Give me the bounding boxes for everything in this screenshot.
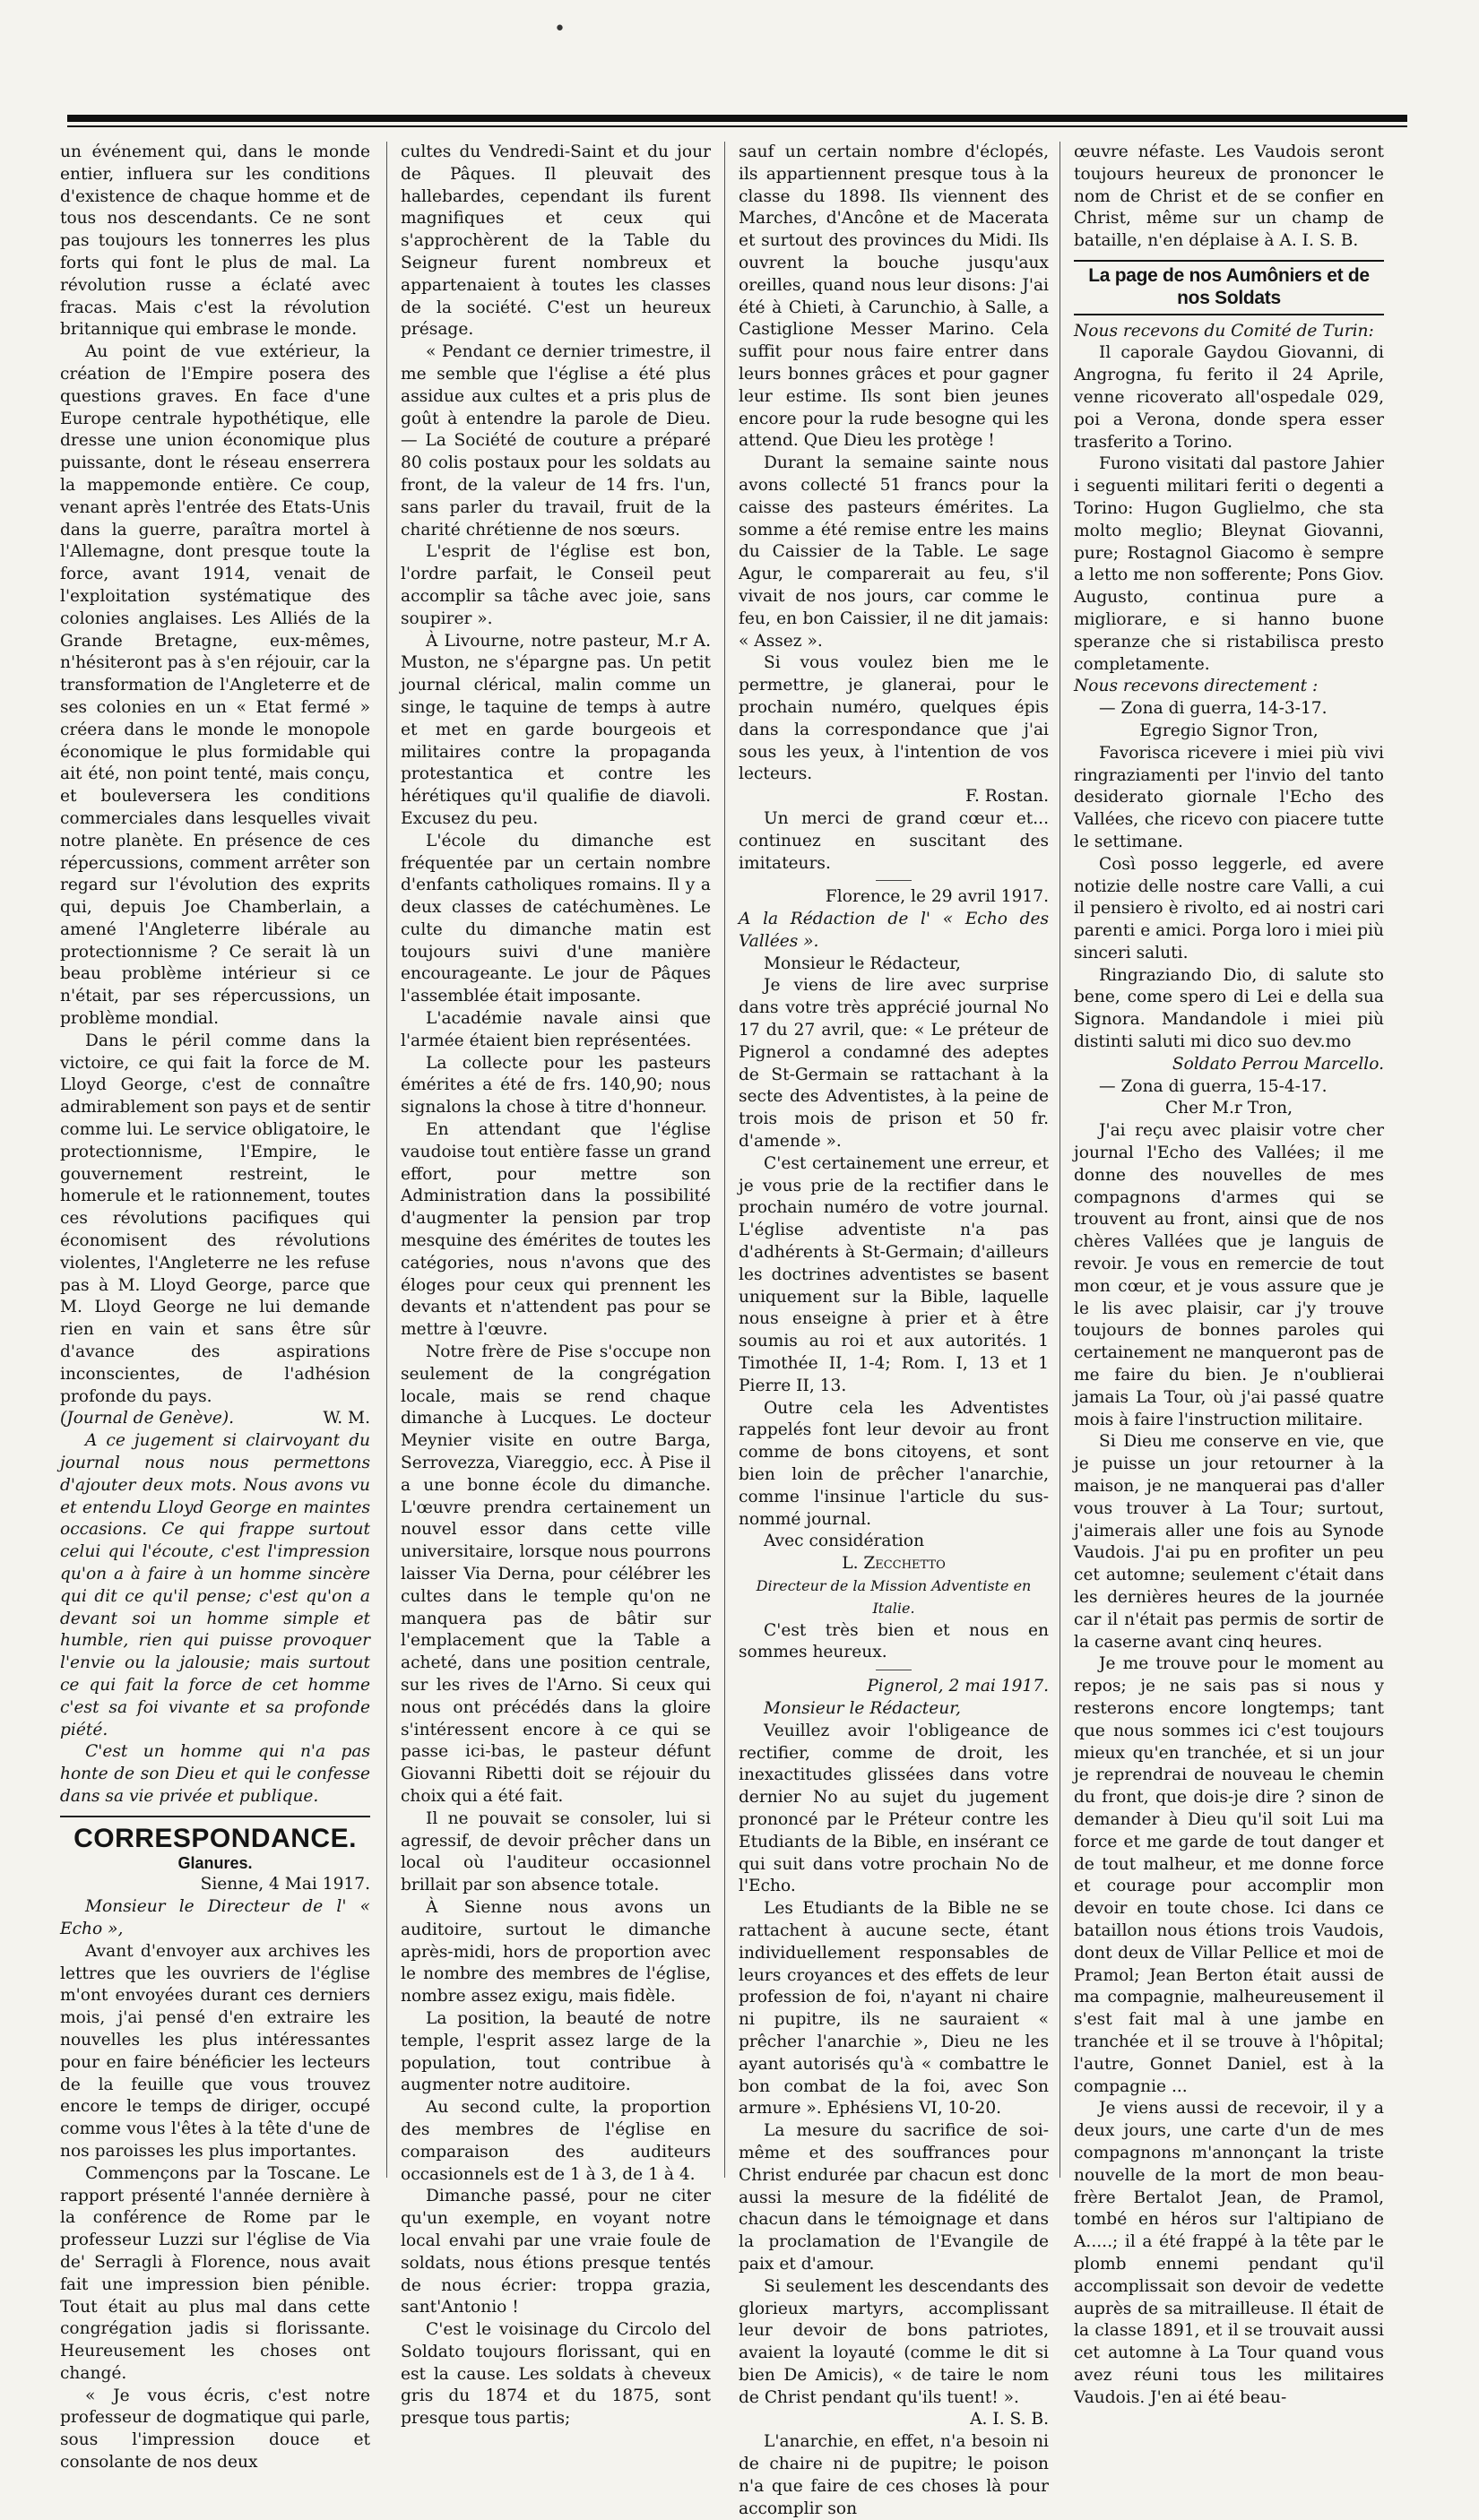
paragraph: « Pendant ce dernier trimestre, il me semble que l'église a été plus assidue aux cultes et a pris plus de goût à entendre la parole de Dieu. — La Société de couture a préparé 80 colis postaux pour les soldats au front, de la valeur de 14 frs. l'un, sans parler du travail, fruit de la charité chrétienne de nos sœurs. — [401, 342, 711, 539]
signature: L. Zecchetto — [842, 1554, 946, 1574]
paragraph: Durant la semaine sainte nous avons collecté 51 francs pour la caisse des pasteurs émérites. La somme a été remise entre les mains du Caissier de la Table. Le sage Agur, le comparerait au feu, s'il vivait de nos jours, car comme le feu, en bon Caissier, il ne dit jamais: « Assez ». — [739, 453, 1049, 651]
paragraph: Commençons par la Toscane. Le rapport présenté l'année dernière à la conférence de Rome par le professeur Luzzi sur l'église de Via de' Serragli à Florence, nous avait fait une impression bien pénible. Tout était au plus mal dans cette congrégation jadis si florissante. Heureusement les choses ont changé. — [60, 2163, 370, 2383]
paragraph: Il ne pouvait se consoler, lui si agressif, de devoir prêcher dans un local où l'auditeur occasionnel brillait par son absence totale. — [401, 1808, 711, 1895]
paragraph: Così posso leggerle, ed avere notizie delle nostre care Valli, a cui il pensiero è rivolto, ed ai nostri cari parenti e amici. Porga loro i miei più sinceri saluti. — [1074, 854, 1384, 962]
paragraph: L'école du dimanche est fréquentée par un certain nombre d'enfants catholiques romains. Il y a deux classes de catéchumènes. Le culte du dimanche matin est toujours suivi d'une manière encourageante. Le jour de Pâques l'assemblée était imposante. — [401, 831, 711, 1006]
column-divider — [386, 142, 387, 2178]
article-source: (Journal de Genève). — [60, 1409, 235, 1428]
paragraph: Un merci de grand cœur et... continuez en suscitant des imitateurs. — [739, 808, 1049, 873]
top-rule — [67, 115, 1407, 122]
paragraph: sauf un certain nombre d'éclopés, ils appartiennent presque tous à la classe du 1898. Ils viennent des Marches, d'Ancône et de Macerata et surtout des provinces du Midi. Ils ouvrent la bouche jusqu'aux oreilles, quand nous leur disons: J'ai été à Chieti, à Carunchio, à Salle, a Castiglione Messer Marino. Cela suffit pour nous faire entrer dans leurs bonnes grâces et pour gagner leur estime. Ils sont bien jeunes encore pour la rude besogne qui les attend. Que Dieu les protège ! — [739, 142, 1049, 451]
column-3 — [739, 142, 1049, 2518]
signature-title: Directeur de la Mission Adventiste en Italie. — [756, 1577, 1032, 1617]
subhead: Nous recevons directement : — [1074, 677, 1319, 696]
paragraph: Les Etudiants de la Bible ne se rattachent à aucune secte, étant individuellement responsables de leurs croyances et des effets de leur profession de foi, n'ayant ni chaire ni pupitre, ils ne sauraient « prêcher l'anarchie », Dieu ne les ayant autorisés qu'à « combattre le bon combat de la foi, avec Son armure ». Ephésiens VI, 10-20. — [739, 1899, 1049, 2119]
signature: F. Rostan. — [964, 787, 1049, 807]
paragraph: C'est le voisinage du Circolo del Soldato toujours florissant, qui en est la cause. Les soldats à cheveux gris du 1874 et du 1875, sont presque tous partis; — [401, 2320, 711, 2429]
paragraph: L'anarchie, en effet, n'a besoin ni de chaire ni de pupitre; le poison n'a que faire de ces choses là pour accomplir son — [739, 2432, 1049, 2518]
paragraph: En attendant que l'église vaudoise tout entière fasse un grand effort, pour mettre son Administration dans la possibilité d'augmenter la pension par trop mesquine des émérites de toutes les catégories, nous n'avons que des éloges pour ceux qui prennent les devants et n'attendent pas pour se mettre à l'œuvre. — [401, 1120, 711, 1340]
paragraph: L'académie navale ainsi que l'armée étaient bien représentées. — [401, 1009, 711, 1050]
paragraph: C'est très bien et nous en sommes heureux. — [739, 1620, 1049, 1662]
paragraph: C'est certainement une erreur, et je vous prie de la rectifier dans le prochain numéro de votre journal. L'église adventiste n'a pas d'adhérents à St-Germain; d'ailleurs les doctrines adventistes se basent uniquement sur la Bible, laquelle nous enseigne à prier et à être soumis au roi et aux autorités. 1 Timothée II, 1-4; Rom. I, 13 et 1 Pierre II, 13. — [739, 1153, 1049, 1395]
section-subtitle: Glanures. — [177, 1853, 253, 1872]
paragraph: Il caporale Gaydou Giovanni, di Angrogna, fu ferito il 24 Aprile, venne ricoverato all'ospedale 029, poi a Verona, donde spera esser trasferito a Torino. — [1074, 343, 1384, 452]
paragraph: « Je vous écris, c'est notre professeur de dogmatique qui parle, sous l'impression douce et consolante de nos deux — [60, 2386, 370, 2473]
letter-date: Sienne, 4 Mai 1917. — [200, 1875, 370, 1894]
paragraph: À Sienne nous avons un auditoire, surtout le dimanche après-midi, hors de proportion avec le nombre des membres de l'église, nombre assez exigu, mais fidèle. — [401, 1897, 711, 2007]
section-title: La page de nos Aumôniers et de nos Soldats — [1074, 260, 1384, 315]
paragraph: Si seulement les descendants des glorieux martyrs, accomplissant leur devoir de bons patriotes, avaient la loyauté (comme le dit si bien De Amicis), « de taire le nom de Christ pendant qu'ils tuent! ». — [739, 2276, 1049, 2407]
separator — [876, 880, 912, 881]
paragraph: L'esprit de l'église est bon, l'ordre parfait, le Conseil peut accomplir sa tâche avec joie, sans soupirer ». — [401, 542, 711, 628]
paragraph: Dans le péril comme dans la victoire, ce qui fait la force de M. Lloyd George, c'est de connaître admirablement son pays et de sentir comme lui. Le service obligatoire, le protectionnisme, l'Empire, le gouvernement restreint, le homerule et le rationnement, toutes ces révolutions pacifiques qui économisent des révolutions violentes, l'Angleterre ne les refuse pas à M. Lloyd George, parce que M. Lloyd George ne lui demande rien en vain et sans être sûr d'avance des aspirations inconscientes, de l'adhésion profonde du pays. — [60, 1031, 370, 1406]
paragraph: Outre cela les Adventistes rappelés font leur devoir au front comme de bons citoyens, et sont bien loin de prêcher l'anarchie, comme l'insinue l'article du sus-nommé journal. — [739, 1398, 1049, 1529]
column-1 — [60, 142, 370, 2473]
paragraph: Si vous voulez bien me le permettre, je glanerai, pour le prochain numéro, quelques épis dans la correspondance que j'ai sous les yeux, à l'intention de vos lecteurs. — [739, 653, 1049, 784]
paragraph: Dimanche passé, pour ne citer qu'un exemple, en voyant notre local envahi par une vraie foule de soldats, nous étions presque tentés de nous écrier: troppa grazia, sant'Antonio ! — [401, 2187, 711, 2317]
subhead: Nous recevons du Comité de Turin: — [1074, 321, 1374, 341]
paragraph: Au point de vue extérieur, la création de l'Empire posera des questions graves. En face d'une Europe centrale hypothétique, elle dresse une union économique plus puissante, dont le réseau enserrera la mappemonde entière. Ce coup, venant après l'entrée des Etats-Unis dans la guerre, paraîtra mortel à l'Allemagne, dont presque toute la force, avant 1914, venait de l'exploitation systématique des colonies anglaises. Les Alliés de la Grande Bretagne, eux-mêmes, n'hésiteront pas à s'en réjouir, car la transformation de l'Angleterre et de ses colonies en un « Etat fermé » créera dans le monde le monopole économique le plus formidable qui ait été, non point tenté, mais conçu, et bouleversera les conditions commerciales dans lesquelles vivait notre planète. En présence de ces répercussions, comment arrêter son regard sur l'évolution des exprits qui, depuis Joe Chamberlain, a amené l'Angleterre libérale au protectionnisme ? Ce serait là un beau problème intérieur si ce n'était, par ses répercussions, un problème mondial. — [60, 342, 370, 1029]
paragraph: Je viens de lire avec surprise dans votre très apprécié journal No 17 du 27 avril, que: « Le préteur de Pignerol a condamné des adeptes de St-Germain se rattachant à la secte des Adventistes, à la peine de trois mois de prison et 50 fr. d'amende ». — [739, 976, 1049, 1152]
letter-salutation: Monsieur le Rédacteur, — [764, 954, 961, 973]
paragraph: œuvre néfaste. Les Vaudois seront toujours heureux de prononcer le nom de Christ et de se confier en Christ, même sur un champ de bataille, n'en déplaise à A. I. S. B. — [1074, 142, 1384, 251]
paragraph: Avant d'envoyer aux archives les lettres que les ouvriers de l'église m'ont envoyées durant ces derniers mois, j'ai pensé d'en extraire les nouvelles les plus intéressantes pour en faire bénéficier les lecteurs de la feuille que vous trouvez encore le temps de diriger, occupé comme vous l'êtes à la tête d'une de nos paroisses les plus importantes. — [60, 1941, 370, 2161]
signature: Soldato Perrou Marcello. — [1172, 1054, 1384, 1074]
letter-salutation: Cher M.r Tron, — [1164, 1099, 1293, 1118]
letter-address: A la Rédaction de l' « Echo des Vallées ». — [739, 910, 1049, 951]
letter-salutation: Egregio Signor Tron, — [1139, 721, 1319, 740]
paragraph: La collecte pour les pasteurs émérites a été de frs. 140,90; nous signalons la chose à titre d'honneur. — [401, 1053, 711, 1118]
paragraph: Ringraziando Dio, di salute sto bene, come spero di Lei e della sua Signora. Mandandole i miei più distinti saluti mi dico suo dev.mo — [1074, 965, 1384, 1052]
column-divider — [724, 142, 725, 2178]
letter-date: — Zona di guerra, 14-3-17. — [1099, 699, 1328, 719]
signature: A. I. S. B. — [970, 2410, 1049, 2429]
paragraph: Je viens aussi de recevoir, il y a deux jours, une carte d'un de mes compagnons m'annonçant la triste nouvelle de la mort de mon beau-frère Bertalot Jean, de Pramol, tombé en héros sur l'altipiano de A.....; il a été frappé à la tête par le plomb ennemi pendant qu'il accomplissait son devoir de vedette auprès de sa mitrailleuse. Il était de la classe 1891, et il se trouvait aussi cet automne à La Tour quand vous avez réuni tous les militaires Vaudois. J'en ai été beau- — [1074, 2099, 1384, 2407]
paragraph: Au second culte, la proportion des membres de l'église en comparaison des auditeurs occasionnels est de 1 à 3, de 1 à 4. — [401, 2098, 711, 2184]
column-4 — [1074, 142, 1384, 2407]
letter-date: Florence, le 29 avril 1917. — [825, 887, 1049, 907]
paragraph: J'ai reçu avec plaisir votre cher journal l'Echo des Vallées; il me donne des nouvelles de mes compagnons d'armes qui se trouvent au front, ainsi que de nos chères Vallées que je languis de revoir. Je vous en remercie de tout mon cœur, et je vous assure que je le lis avec plaisir, car j'y trouve toujours de bonnes paroles qui certainement ne manqueront pas de me faire du bien. Je n'oublierai jamais La Tour, où j'ai passé quatre mois à faire l'instruction militaire. — [1074, 1121, 1384, 1429]
paragraph: À Livourne, notre pasteur, M.r A. Muston, ne s'épargne pas. Un petit journal clérical, malin comme un singe, le taquine de temps à autre et met en garde bourgeois et militaires contre la propaganda protestantica et contre les hérétiques qu'il qualifie de diavoli. Excusez du peu. — [401, 631, 711, 828]
article-source-line — [60, 1408, 370, 1430]
paragraph: La mesure du sacrifice de soi-même et des souffrances pour Christ endurée par chacun est donc aussi la mesure de la fidélité de chacun dans le témoignage et dans la proclamation de l'Evangile de paix et d'amour. — [739, 2121, 1049, 2274]
paragraph: Notre frère de Pise s'occupe non seulement de la congrégation locale, mais se rend chaque dimanche à Lucques. Le docteur Meynier visite en outre Barga, Serrovezza, Viareggio, ecc. À Pise il a une bonne école du dimanche. L'œuvre prendra certainement un nouvel essor dans cette ville universitaire, lorsque nous pourrons laisser Via Derna, pour célébrer les cultes dans le temple qu'on ne manquera pas de bâtir sur l'emplacement que la Table a acheté, dans une position centrale, sur les rives de l'Arno. Si ceux qui nous ont précédés dans la gloire s'intéressent encore à ce qui se passe ici-bas, le pasteur défunt Giovanni Ribetti doit se réjouir du choix qui a été fait. — [401, 1342, 711, 1806]
page-marker: • — [554, 18, 566, 40]
letter-salutation: Monsieur le Directeur de l' « Echo », — [60, 1897, 370, 1938]
editorial-note: C'est un homme qui n'a pas honte de son Dieu et qui le confesse dans sa vie privée et publique. — [60, 1742, 370, 1806]
paragraph: cultes du Vendredi-Saint et du jour de Pâques. Il pleuvait des hallebardes, cependant ils furent magnifiques et ceux qui s'approchèrent de la Table du Seigneur furent nombreux et appartenaient à toutes les classes de la société. C'est un heureux présage. — [401, 142, 711, 340]
paragraph: Je me trouve pour le moment au repos; je ne sais pas si nous y resterons encore longtemps; tant que nous sommes ici c'est toujours mieux qu'en tranchée, et si un jour je reprendrai de nouveau le chemin du front, que dois-je dire ? sinon de demander à Dieu qu'il soit Lui ma force et me garde de tout danger et de tout malheur, et me donne force et courage pour accomplir mon devoir en toute chose. Ici dans ce bataillon nous étions trois Vaudois, dont deux de Villar Pellice et moi de Pramol; Jean Berton était aussi de ma compagnie, malheureusement il s'est fait mal à une jambe en tranchée et il se trouve à l'hôpital; l'autre, Gonnet Daniel, est à la compagnie ... — [1074, 1654, 1384, 2096]
paragraph: un événement qui, dans le monde entier, influera sur les conditions d'existence de chaque homme et de tous nos descendants. Ce ne sont pas toujours les tonnerres les plus forts qui font le plus de mal. La révolution russe a éclaté avec fracas. Mais c'est la révolution britannique qui embrase le monde. — [60, 142, 370, 340]
paragraph: Furono visitati dal pastore Jahier i seguenti militari feriti o degenti a Torino: Hugon Guglielmo, che sta molto meglio; Bleynat Giovanni, pure; Rostagnol Giacomo è sempre a letto me non sofferente; Pons Giov. Augusto, continua pure a migliorare, e si hanno buone speranze che si ristabilisca presto completamente. — [1074, 454, 1384, 674]
paragraph: Avec considération — [764, 1532, 925, 1551]
paragraph: Favorisca ricevere i miei più vivi ringraziamenti per l'invio del tanto desiderato giornale l'Echo des Vallées, che ricevo con piacere tutte le settimane. — [1074, 743, 1384, 851]
editorial-note: A ce jugement si clairvoyant du journal nous nous permettons d'ajouter deux mots. Nous avons vu et entendu Lloyd George en maintes occasions. Ce qui frappe surtout celui qui l'écoute, c'est l'impression qu'on a à faire à un homme sincère qui dit ce qu'il pense; c'est qu'on a devant soi un homme simple et humble, rien qui puisse provoquer l'envie ou la jalousie; mais surtout ce qui fait la force de cet homme c'est sa foi vivante et sa profonde piété. — [60, 1431, 370, 1739]
section-rule — [60, 1816, 370, 1817]
paragraph: Si Dieu me conserve en vie, que je puisse un jour retourner à la maison, je ne manquerai pas d'aller vous trouver à La Tour; surtout, j'aimerais aller une fois au Synode Vaudois. J'ai pu en profiter un peu cet automne; seulement c'était dans les dernières heures de la journée car il n'était pas permis de sortir de la caserne avant cinq heures. — [1074, 1432, 1384, 1652]
top-rule-thin — [67, 125, 1407, 127]
paragraph: La position, la beauté de notre temple, l'esprit assez large de la population, tout contribue à augmenter notre auditoire. — [401, 2008, 711, 2095]
letter-salutation: Monsieur le Rédacteur, — [764, 1698, 961, 1718]
letter-date: Pignerol, 2 mai 1917. — [867, 1677, 1049, 1696]
article-initials: W. M. — [323, 1409, 370, 1428]
letter-date: — Zona di guerra, 15-4-17. — [1099, 1076, 1328, 1096]
section-title: CORRESPONDANCE. — [74, 1823, 357, 1853]
column-2 — [401, 142, 711, 2429]
paragraph: Veuillez avoir l'obligeance de rectifier, comme de droit, les inexactitudes glissées dans votre dernier No au sujet du jugement prononcé par le Préteur contre les Etudiants de la Bible, en insérant ce qui suit dans votre prochain No de l'Echo. — [739, 1721, 1049, 1896]
